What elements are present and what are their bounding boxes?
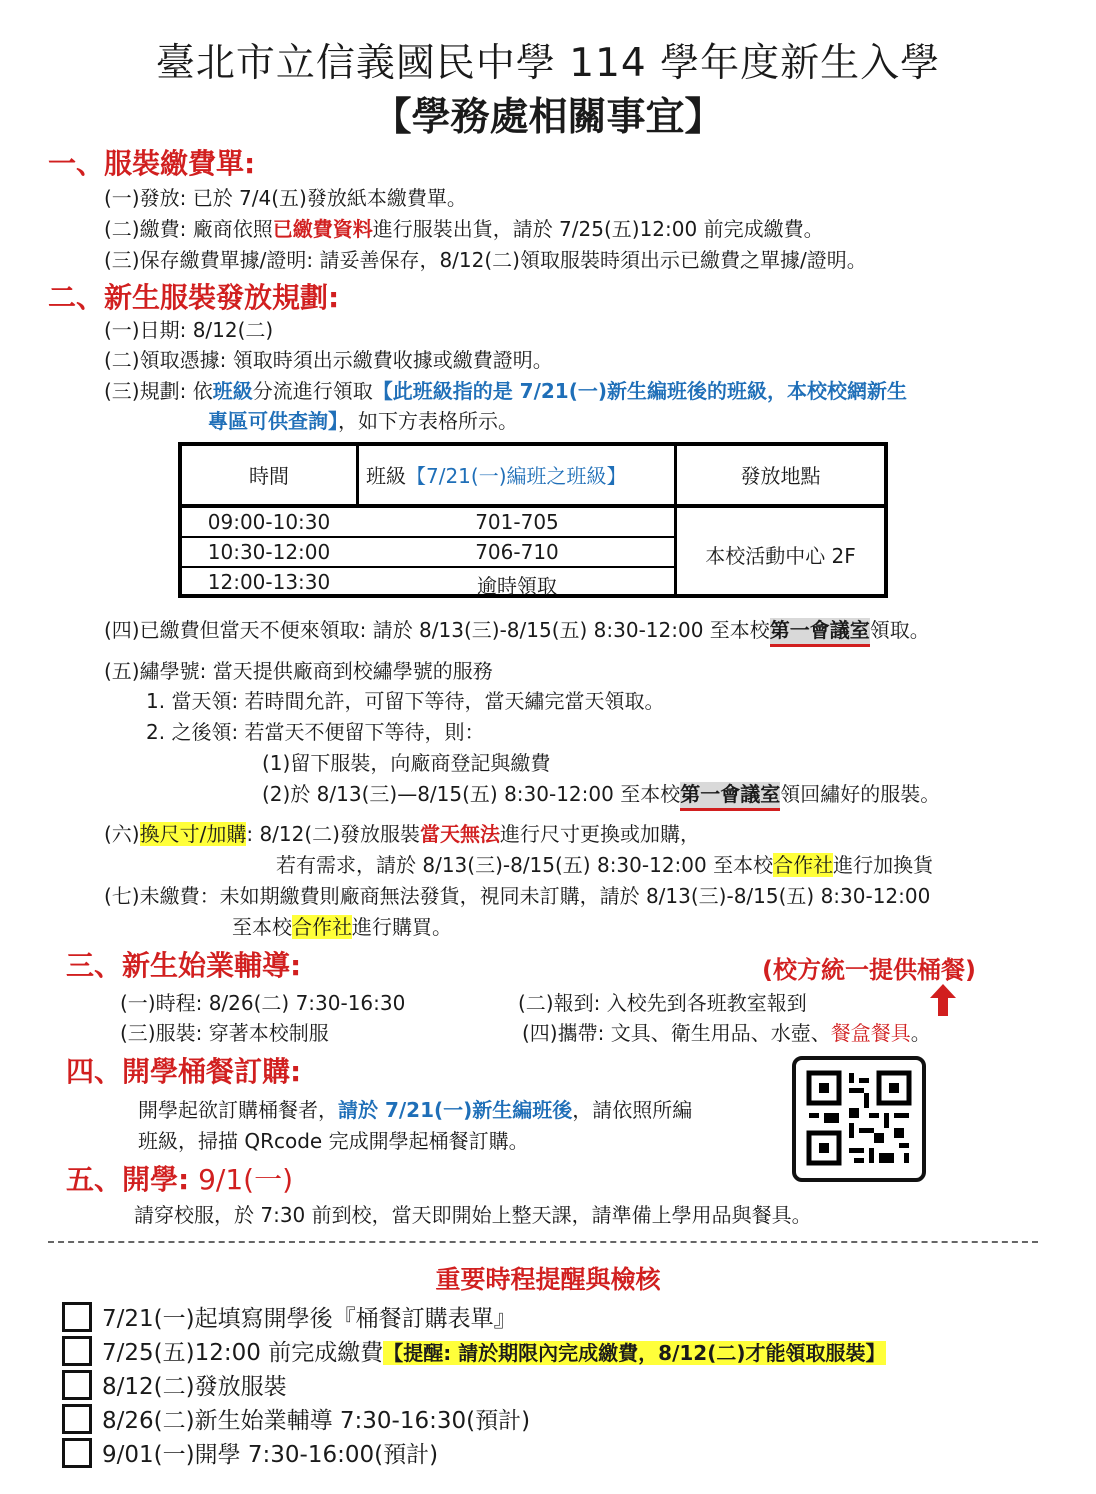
header-place: 發放地點: [740, 464, 821, 488]
table-cell-time: 09:00-10:30: [207, 510, 331, 534]
table-cell-time: 12:00-13:30: [207, 570, 331, 594]
sec3-item-d: (四)攜帶: 文具、衛生用品、水壺、餐盒餐具。: [522, 1021, 931, 1045]
sec2-line5-2: 2. 之後領: 若當天不便留下等待，則：: [146, 720, 485, 744]
section5-heading: 五、開學: 9/1(一): [66, 1163, 294, 1196]
table-cell-class: 逾時領取: [477, 574, 557, 598]
table-cell-class: 701-705: [475, 510, 559, 534]
table-cell-place: 本校活動中心 2F: [705, 544, 856, 568]
checkbox[interactable]: [62, 1438, 92, 1468]
sec2-line1: (一)日期: 8/12(二): [104, 318, 274, 342]
section1-heading: 一、服裝繳費單:: [48, 147, 256, 180]
sec1-line2: (二)繳費: 廠商依照已繳費資料進行服裝出貨，請於 7/25(五)12:00 前完成繳費。: [104, 217, 824, 241]
document-title: 臺北市立信義國民中學 114 學年度新生入學: [155, 41, 941, 86]
qrcode-icon: [804, 1068, 914, 1168]
checkbox[interactable]: [62, 1404, 92, 1434]
sec3-item-b: (二)報到: 入校先到各班教室報到: [518, 991, 807, 1015]
checkbox[interactable]: [62, 1370, 92, 1400]
sec3-item-a: (一)時程: 8/26(二) 7:30-16:30: [120, 991, 406, 1015]
sec5-line1: 請穿校服，於 7:30 前到校，當天即開始上整天課，請準備上學用品與餐具。: [134, 1203, 812, 1227]
sec2-line4: (四)已繳費但當天不便來領取: 請於 8/13(三)-8/15(五) 8:30-12:00 至本校第一會議室領取。: [104, 614, 930, 643]
sec2-line7: (七)未繳費：未如期繳費則廠商無法發貨，視同未訂購，請於 8/13(三)-8/15(五) 8:30-12:00: [104, 884, 931, 908]
meeting-room-emphasis: 第一會議室: [770, 618, 870, 647]
reminder-item: 7/25(五)12:00 前完成繳費【提醒: 請於期限內完成繳費，8/12(二)才能領取服裝】: [102, 1340, 886, 1366]
sec2-line6: (六)換尺寸/加購: 8/12(二)發放服裝當天無法進行尺寸更換或加購，: [104, 822, 700, 846]
reminder-item: 8/26(二)新生始業輔導 7:30-16:30(預計): [102, 1408, 531, 1434]
meal-note: (校方統一提供桶餐): [762, 956, 976, 984]
sec1-line1: (一)發放: 已於 7/4(五)發放紙本繳費單。: [104, 186, 467, 210]
section4-heading: 四、開學桶餐訂購:: [66, 1055, 302, 1088]
sec2-line7-cont: 至本校合作社進行購買。: [232, 915, 452, 939]
divider: [48, 1241, 1038, 1243]
paid-data-emphasis: 已繳費資料: [272, 217, 373, 241]
checkbox[interactable]: [62, 1336, 92, 1366]
sec2-line5-2a: (1)留下服裝，向廠商登記與繳費: [262, 751, 551, 775]
reminder-item: 7/21(一)起填寫開學後『桶餐訂購表單』: [102, 1306, 517, 1332]
reminder-item: 9/01(一)開學 7:30-16:00(預計): [102, 1442, 439, 1468]
table-cell-class: 706-710: [475, 540, 559, 564]
sec2-line5-2b: (2)於 8/13(三)—8/15(五) 8:30-12:00 至本校第一會議室領回繡好的服裝。: [262, 778, 940, 807]
reminder-item: 8/12(二)發放服裝: [102, 1374, 287, 1400]
header-time: 時間: [249, 464, 289, 488]
qr-code[interactable]: [792, 1056, 926, 1182]
sec2-line3: (三)規劃: 依班級分流進行領取【此班級指的是 7/21(一)新生編班後的班級，本校校網新生: [104, 379, 907, 403]
sec3-item-c: (三)服裝: 穿著本校制服: [120, 1021, 329, 1045]
arrow-up-icon: [928, 982, 958, 1018]
sec2-line5-1: 1. 當天領: 若時間允許，可留下等待，當天繡完當天領取。: [146, 689, 665, 713]
table-cell-time: 10:30-12:00: [207, 540, 331, 564]
sec2-line5: (五)繡學號: 當天提供廠商到校繡學號的服務: [104, 659, 493, 683]
sec2-line2: (二)領取憑據: 領取時須出示繳費收據或繳費證明。: [104, 348, 553, 372]
section3-heading: 三、新生始業輔導:: [66, 949, 302, 982]
checkbox[interactable]: [62, 1302, 92, 1332]
distribution-table: [178, 442, 888, 598]
section2-heading: 二、新生服裝發放規劃:: [48, 281, 340, 314]
sec2-line6-cont: 若有需求，請於 8/13(三)-8/15(五) 8:30-12:00 至本校合作社進行加換貨: [276, 853, 934, 877]
reminder-heading: 重要時程提醒與檢核: [435, 1265, 661, 1294]
document-subtitle: 【學務處相關事宜】: [372, 95, 724, 140]
sec4-line1: 開學起欲訂購桶餐者，請於 7/21(一)新生編班後，請依照所編: [138, 1098, 693, 1122]
header-class: 班級【7/21(一)編班之班級】: [366, 464, 627, 488]
sec1-line3: (三)保存繳費單據/證明: 請妥善保存，8/12(二)領取服裝時須出示已繳費之單據/證明。: [104, 248, 867, 272]
sec4-line2: 班級，掃描 QRcode 完成開學起桶餐訂購。: [138, 1129, 529, 1153]
sec2-line3-cont: 專區可供查詢】，如下方表格所示。: [208, 409, 518, 433]
